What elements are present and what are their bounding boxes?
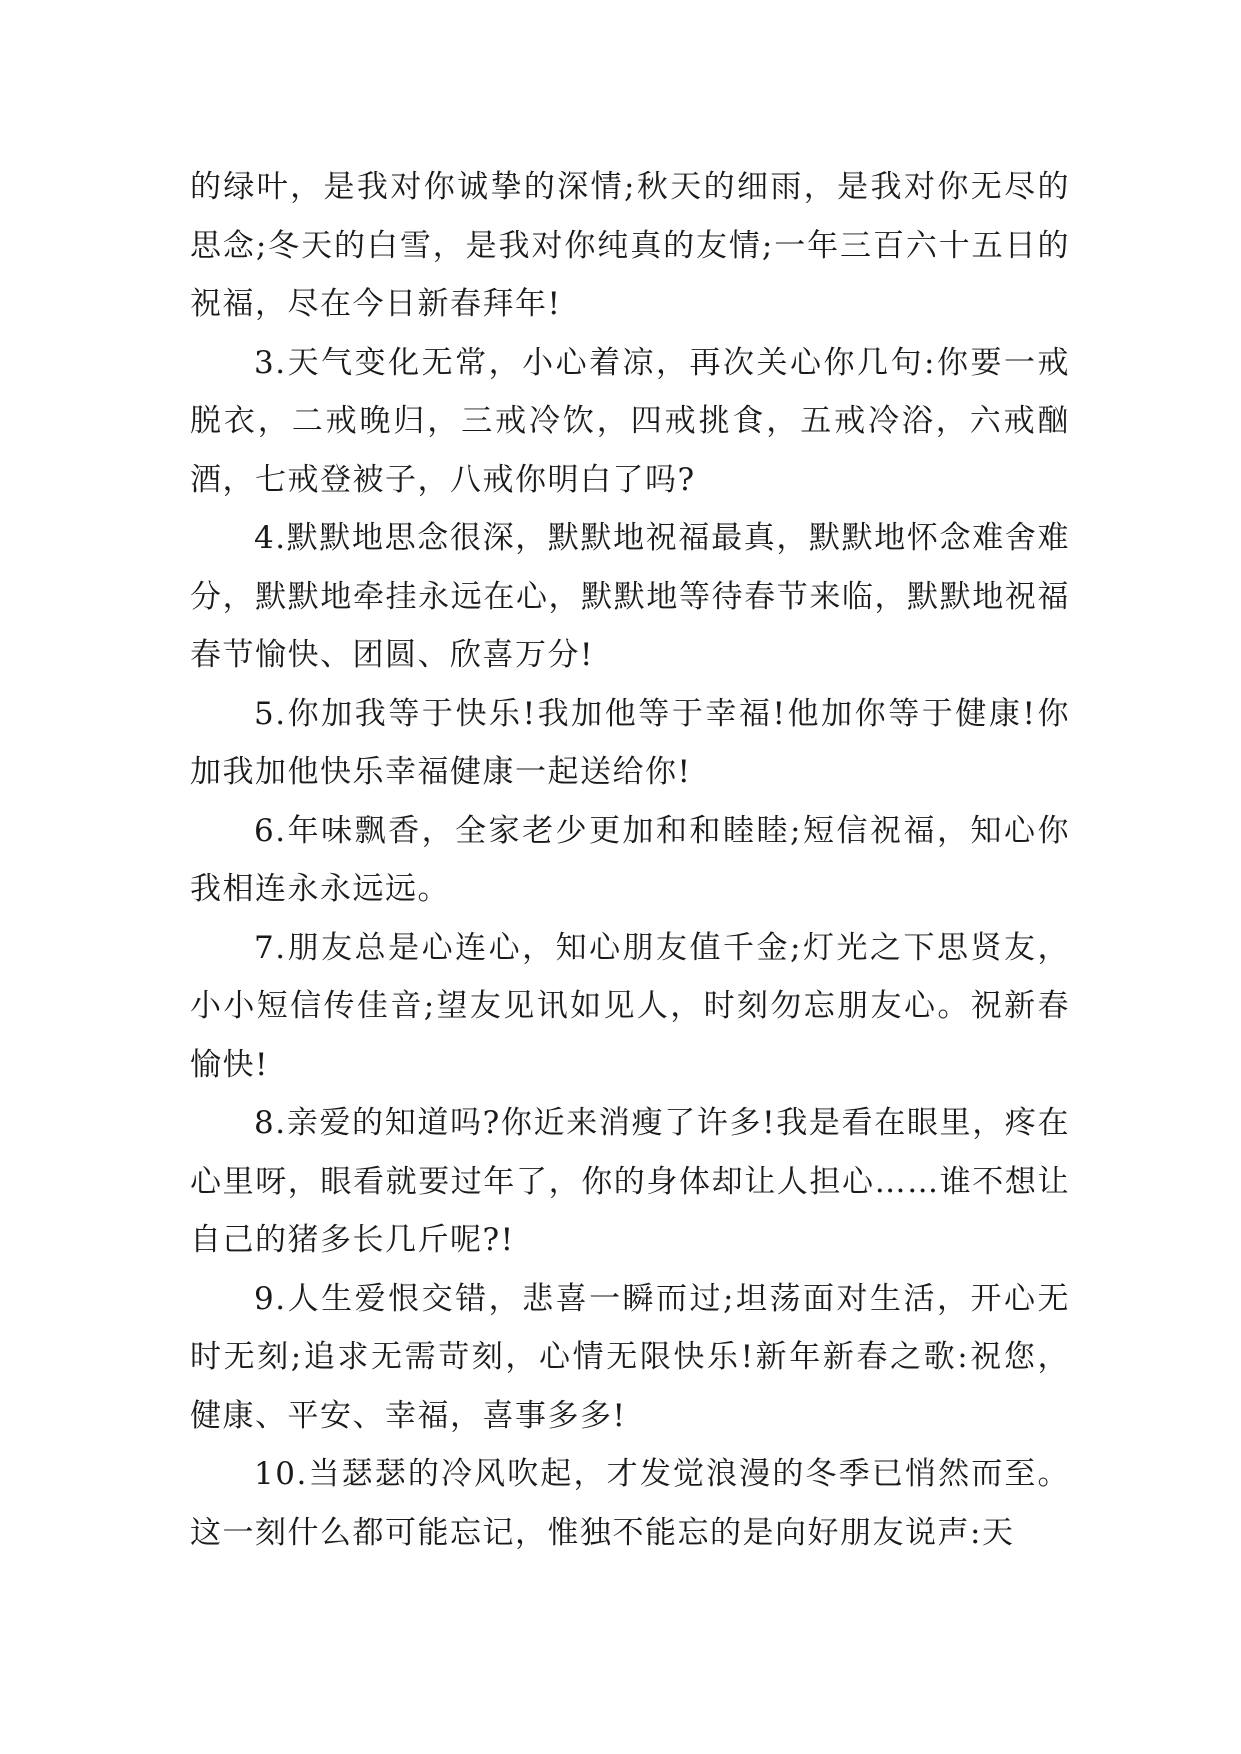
paragraph-continuation: 的绿叶，是我对你诚挚的深情;秋天的细雨，是我对你无尽的思念;冬天的白雪，是我对你纯真的友情;一年三百六十五日的祝福，尽在今日新春拜年! <box>190 169 1070 322</box>
paragraph-item-5: 5.你加我等于快乐!我加他等于幸福!他加你等于健康!你加我加他快乐幸福健康一起送给你! <box>190 695 1070 790</box>
paragraph-item-8: 8.亲爱的知道吗?你近来消瘦了许多!我是看在眼里，疼在心里呀，眼看就要过年了，你的身体却让人担心……谁不想让自己的猪多长几斤呢?! <box>190 1105 1070 1258</box>
paragraph-item-10: 10.当瑟瑟的冷风吹起，才发觉浪漫的冬季已悄然而至。这一刻什么都可能忘记，惟独不能忘的是向好朋友说声:天 <box>190 1456 1070 1551</box>
paragraph-item-4: 4.默默地思念很深，默默地祝福最真，默默地怀念难舍难分，默默地牵挂永远在心，默默地等待春节来临，默默地祝福春节愉快、团圆、欣喜万分! <box>190 520 1070 673</box>
paragraph-item-3: 3.天气变化无常，小心着凉，再次关心你几句:你要一戒脱衣，二戒晚归，三戒冷饮，四戒挑食，五戒冷浴，六戒酗酒，七戒登被子，八戒你明白了吗? <box>190 344 1070 498</box>
paragraph-item-7: 7.朋友总是心连心，知心朋友值千金;灯光之下思贤友，小小短信传佳音;望友见讯如见人，时刻勿忘朋友心。祝新春愉快! <box>190 929 1070 1083</box>
paragraph-item-9: 9.人生爱恨交错，悲喜一瞬而过;坦荡面对生活，开心无时无刻;追求无需苛刻，心情无限快乐!新年新春之歌:祝您，健康、平安、幸福，喜事多多! <box>190 1280 1070 1434</box>
document-body <box>190 158 1070 1562</box>
paragraph-item-6: 6.年味飘香，全家老少更加和和睦睦;短信祝福，知心你我相连永永远远。 <box>190 812 1070 907</box>
